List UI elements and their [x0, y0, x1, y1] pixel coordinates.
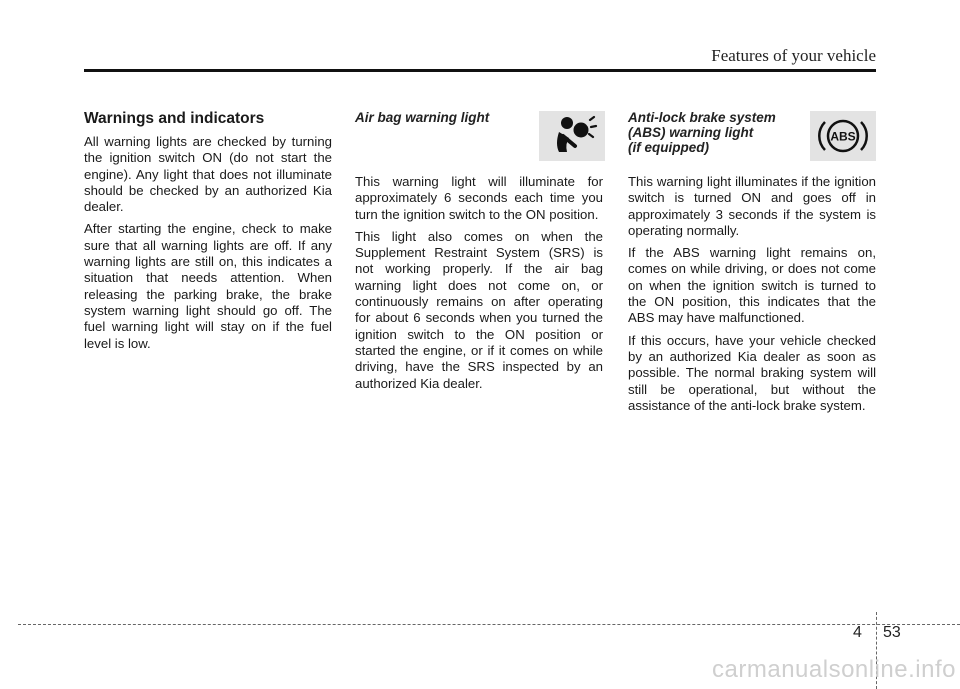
paragraph: This warning light illuminates if the ignition switch is turned ON and goes off in approximately 3 seconds if the system is operating normally. — [628, 174, 876, 238]
paragraph: If this occurs, have your vehicle checked by an authorized Kia dealer as soon as possible. The normal braking system will still be operational, but without the assistance of the anti-lock brake system. — [628, 332, 876, 413]
abs-icon-text: ABS — [830, 129, 856, 144]
airbag-warning-icon — [539, 111, 605, 161]
paragraph: All warning lights are checked by turning the ignition switch ON (do not start the engine). Any light that does not illuminate should be checked by an authorized Kia dealer. — [84, 134, 332, 215]
header-rule — [84, 69, 876, 72]
paragraph: This light also comes on when the Supplement Restraint System (SRS) is not working properly. If the air bag warning light does not come on, or continuously remains on after operating for about 6 seconds when you turned the ignition switch to the ON position or started the engine, or if it comes on while driving, have the SRS inspected by an authorized Kia dealer. — [355, 228, 603, 391]
subsection-heading: Air bag warning light — [355, 110, 490, 125]
footer-rule — [18, 624, 960, 625]
page-number: 53 — [883, 624, 901, 641]
paragraph: If the ABS warning light remains on, comes on while driving, or does not come on when the ignition switch is turned to the ON position, this indicates that the ABS may have malfunctioned. — [628, 245, 876, 326]
subsection-heading: Anti-lock brake system (ABS) warning light (if equipped) — [628, 110, 776, 155]
paragraph: This warning light will illuminate for approximately 6 seconds each time you turn the ignition switch to the ON position. — [355, 174, 603, 222]
page-header-title: Features of your vehicle — [711, 46, 876, 65]
abs-warning-icon — [810, 111, 876, 161]
section-heading: Warnings and indicators — [84, 110, 265, 127]
chapter-number: 4 — [853, 624, 862, 641]
watermark: carmanualsonline.info — [712, 656, 956, 683]
warnings-section — [84, 110, 332, 358]
paragraph: After starting the engine, check to make sure that all warning lights are off. If any warning lights are still on, this indicates a situation that needs attention. When releasing the parking brake, the brake system warning light should go off. The fuel warning light will stay on if the fuel level is low. — [84, 221, 332, 351]
